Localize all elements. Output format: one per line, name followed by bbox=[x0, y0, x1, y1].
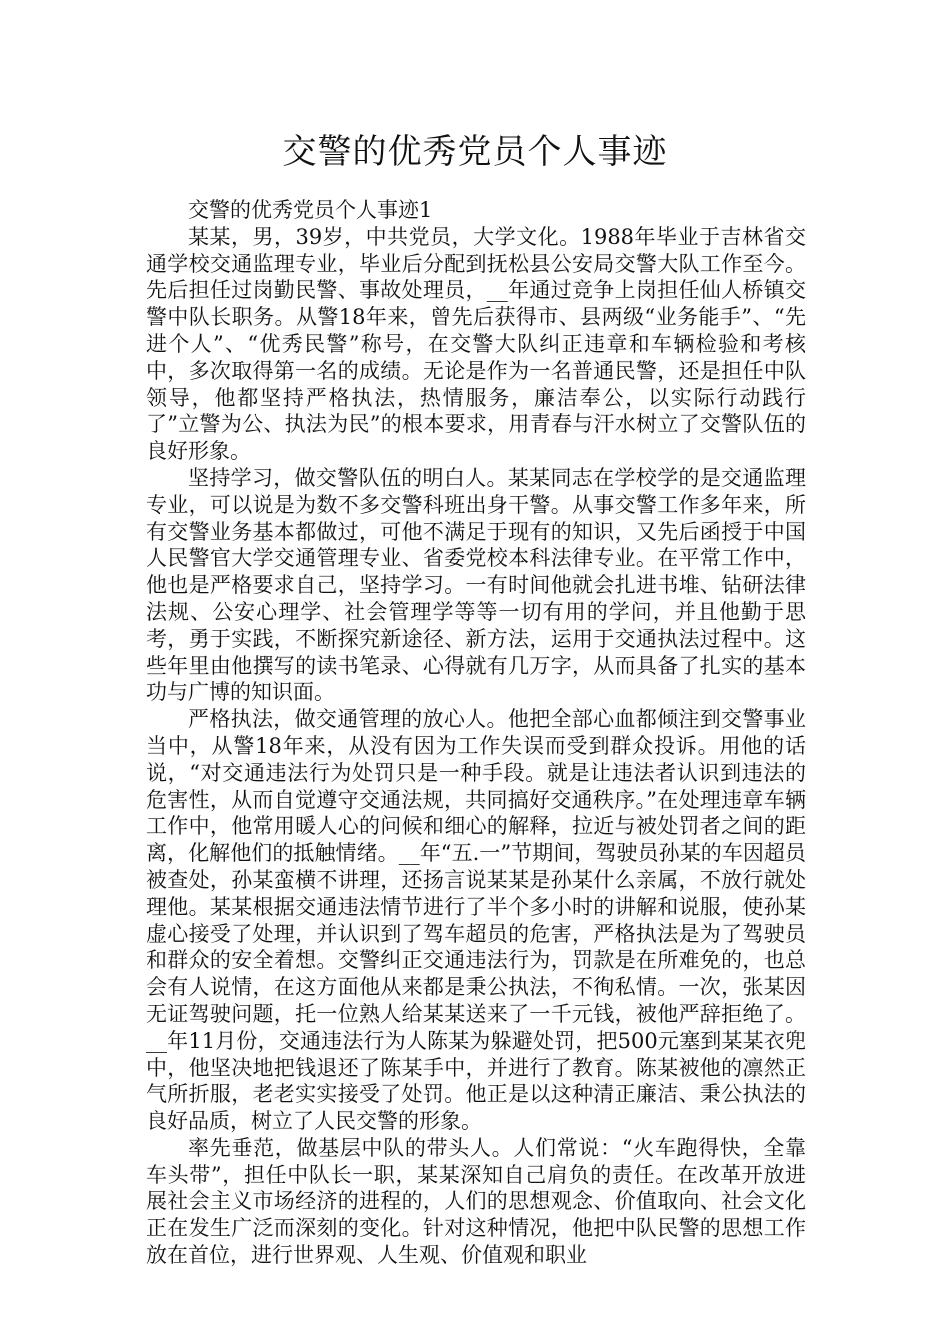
body-paragraph: 坚持学习，做交警队伍的明白人。某某同志在学校学的是交通监理专业，可以说是为数不多交警科班出身干警。从事交警工作多年来，所有交警业务基本都做过，可他不满足于现有的知识，又先后函授于中国人民警官大学交通管理专业、省委党校本科法律专业。在平常工作中，他也是严格要求自己，坚持学习。一有时间他就会扎进书堆、钻研法律法规、公安心理学、社会管理学等等一切有用的学问，并且他勤于思考，勇于实践，不断探究新途径、新方法，运用于交通执法过程中。这些年里由他撰写的读书笔录、心得就有几万字，从而具备了扎实的基本功与广博的知识面。 bbox=[146, 465, 806, 705]
body-paragraph: 率先垂范，做基层中队的带头人。人们常说：“火车跑得快，全靠车头带”，担任中队长一职，某某深知自己肩负的责任。在改革开放进展社会主义市场经济的进程的，人们的思想观念、价值取向、社会文化正在发生广泛而深刻的变化。针对这种情况，他把中队民警的思想工作放在首位，进行世界观、人生观、价值观和职业 bbox=[146, 1135, 806, 1268]
body-paragraph: 某某，男，39岁，中共党员，大学文化。1988年毕业于吉林省交通学校交通监理专业，毕业后分配到抚松县公安局交警大队工作至今。先后担任过岗勤民警、事故处理员，__年通过竞争上岗担任仙人桥镇交警中队长职务。从警18年来，曾先后获得市、县两级“业务能手”、“先进个人”、“优秀民警”称号，在交警大队纠正违章和车辆检验和考核中，多次取得第一名的成绩。无论是作为一名普通民警，还是担任中队领导，他都坚持严格执法，热情服务，廉洁奉公，以实际行动践行了”立警为公、执法为民”的根本要求，用青春与汗水树立了交警队伍的良好形象。 bbox=[146, 224, 806, 464]
section-heading: 交警的优秀党员个人事迹1 bbox=[188, 198, 433, 222]
document-title: 交警的优秀党员个人事迹 bbox=[282, 132, 668, 172]
document-body bbox=[146, 197, 806, 1269]
body-paragraph: 严格执法，做交通管理的放心人。他把全部心血都倾注到交警事业当中，从警18年来，从没有因为工作失误而受到群众投诉。用他的话说，“对交通违法行为处罚只是一种手段。就是让违法者认识到违法的危害性，从而自觉遵守交通法规，共同搞好交通秩序。”在处理违章车辆工作中，他常用暖人心的问候和细心的解释，拉近与被处罚者之间的距离，化解他们的抵触情绪。__年“五.一”节期间，驾驶员孙某的车因超员被查处，孙某蛮横不讲理，还扬言说某某是孙某什么亲属，不放行就处理他。某某根据交通违法情节进行了半个多小时的讲解和说服，使孙某虚心接受了处理，并认识到了驾车超员的危害，严格执法是为了驾驶员和群众的安全着想。交警纠正交通违法行为，罚款是在所难免的，也总会有人说情，在这方面他从来都是秉公执法，不徇私情。一次，张某因无证驾驶问题，托一位熟人给某某送来了一千元钱，被他严辞拒绝了。__年11月份，交通违法行为人陈某为躲避处罚，把500元塞到某某衣兜中，他坚决地把钱退还了陈某手中，并进行了教育。陈某被他的凛然正气所折服，老老实实接受了处罚。他正是以这种清正廉洁、秉公执法的良好品质，树立了人民交警的形象。 bbox=[146, 707, 806, 1134]
